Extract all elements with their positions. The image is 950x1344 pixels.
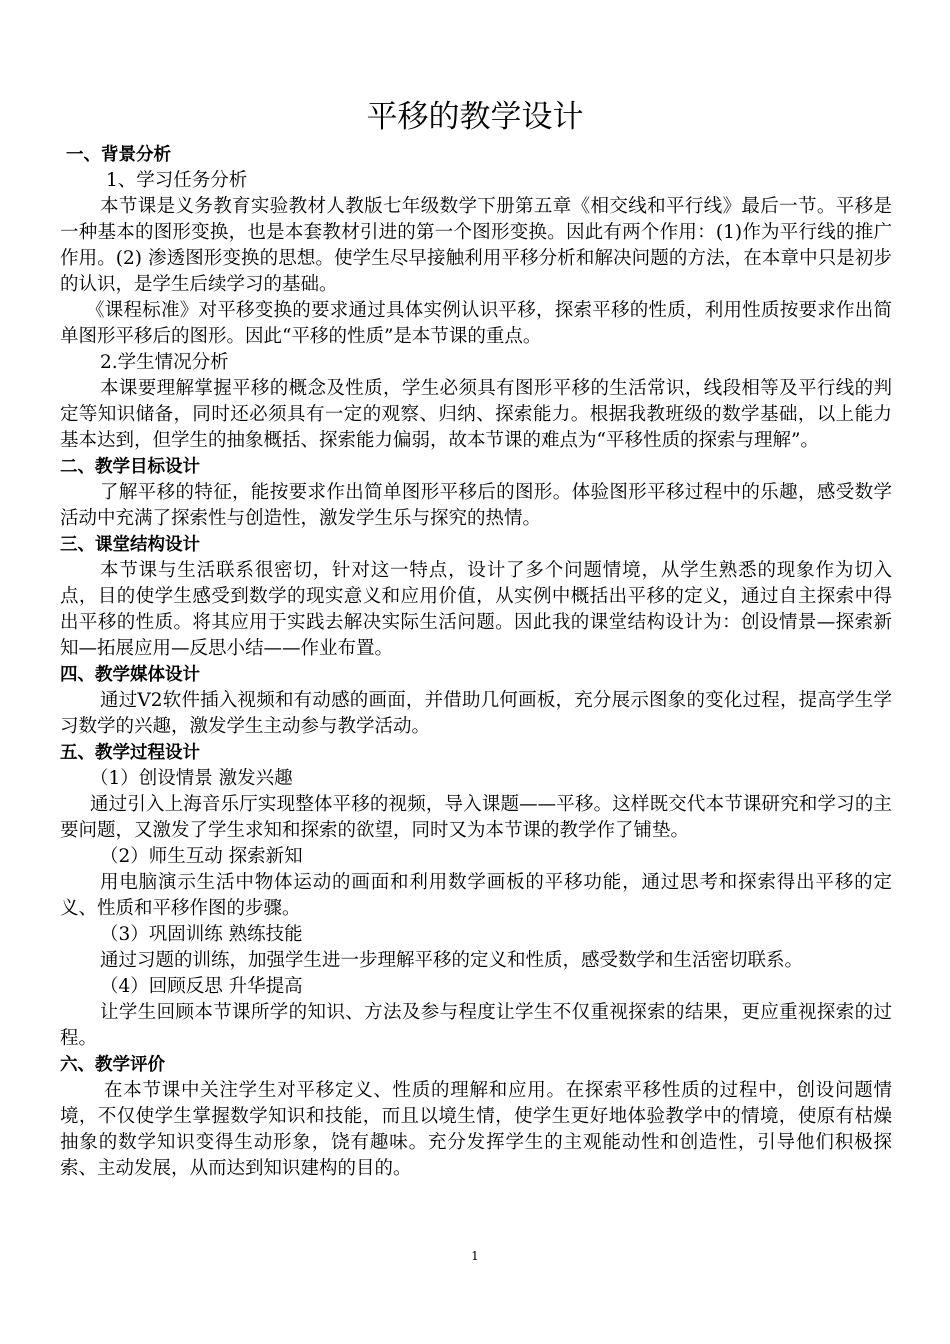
document-title: 平移的教学设计 (366, 99, 584, 135)
page-number: 1 (471, 1249, 479, 1263)
section-heading-media: 四、教学媒体设计 (60, 665, 200, 685)
step-heading-4: （4）回顾反思 升华提高 (100, 976, 303, 997)
subheading-task-analysis: 1、学习任务分析 (106, 170, 248, 191)
section-heading-objectives: 二、教学目标设计 (60, 457, 200, 477)
paragraph-step-4: 让学生回顾本节课所学的知识、方法及参与程度让学生不仅重视探索的结果，更应重视探索的过程。 (60, 1002, 892, 1049)
section-heading-background: 一、背景分析 (66, 145, 171, 165)
section-heading-evaluation: 六、教学评价 (60, 1055, 165, 1075)
paragraph-structure: 本节课与生活联系很密切，针对这一特点，设计了多个问题情境，从学生熟悉的现象作为切入点，目的使学生感受到数学的现实意义和应用价值，从实例中概括出平移的定义，通过自主探索中得出平移的性质。将其应用于实践去解决实际生活问题。因此我的课堂结构设计为：创设情景—探索新知—拓展应用—反思小结——作业布置。 (60, 560, 892, 659)
section-heading-structure: 三、课堂结构设计 (60, 535, 200, 555)
paragraph-objectives: 了解平移的特征，能按要求作出简单图形平移后的图形。体验图形平移过程中的乐趣，感受数学活动中充满了探索性与创造性，激发学生乐与探究的热情。 (60, 482, 892, 529)
step-heading-2: （2）师生互动 探索新知 (100, 846, 303, 867)
paragraph-task-analysis: 本节课是义务教育实验教材人教版七年级数学下册第五章《相交线和平行线》最后一节。平移是一种基本的图形变换，也是本套教材引进的第一个图形变换。因此有两个作用：(1)作为平行线的推广作用。(2) 渗透图形变换的思想。使学生尽早接触利用平移分析和解决问题的方法，在本章中只是初步的认识，是学生后续学习的基础。 (60, 196, 892, 295)
paragraph-step-1: 通过引入上海音乐厅实现整体平移的视频，导入课题——平移。这样既交代本节课研究和学习的主要问题，又激发了学生求知和探索的欲望，同时又为本节课的教学作了铺垫。 (60, 794, 892, 841)
subheading-student-analysis: 2.学生情况分析 (100, 352, 229, 373)
paragraph-step-2: 用电脑演示生活中物体运动的画面和利用数学画板的平移功能，通过思考和探索得出平移的定义、性质和平移作图的步骤。 (60, 872, 892, 919)
step-heading-3: （3）巩固训练 熟练技能 (100, 924, 303, 945)
paragraph-student-analysis: 本课要理解掌握平移的概念及性质，学生必须具有图形平移的生活常识，线段相等及平行线的判定等知识储备，同时还必须具有一定的观察、归纳、探索能力。根据我教班级的数学基础，以上能力基本达到，但学生的抽象概括、探索能力偏弱，故本节课的难点为“平移性质的探索与理解”。 (60, 378, 892, 451)
paragraph-curriculum-standard: 《课程标准》对平移变换的要求通过具体实例认识平移，探索平移的性质，利用性质按要求作出简单图形平移后的图形。因此“平移的性质”是本节课的重点。 (60, 300, 892, 347)
step-heading-1: （1）创设情景 激发兴趣 (90, 768, 293, 789)
paragraph-media: 通过V2软件插入视频和有动感的画面，并借助几何画板，充分展示图象的变化过程，提高学生学习数学的兴趣，激发学生主动参与教学活动。 (60, 690, 892, 737)
section-heading-process: 五、教学过程设计 (60, 743, 200, 763)
paragraph-evaluation: 在本节课中关注学生对平移定义、性质的理解和应用。在探索平移性质的过程中，创设问题情境，不仅使学生掌握数学知识和技能，而且以境生情，使学生更好地体验教学中的情境，使原有枯燥抽象的数学知识变得生动形象，饶有趣味。充分发挥学生的主观能动性和创造性，引导他们积极探索、主动发展，从而达到知识建构的目的。 (60, 1080, 892, 1179)
document-body (60, 142, 892, 1182)
paragraph-step-3: 通过习题的训练，加强学生进一步理解平移的定义和性质，感受数学和生活密切联系。 (100, 950, 804, 971)
